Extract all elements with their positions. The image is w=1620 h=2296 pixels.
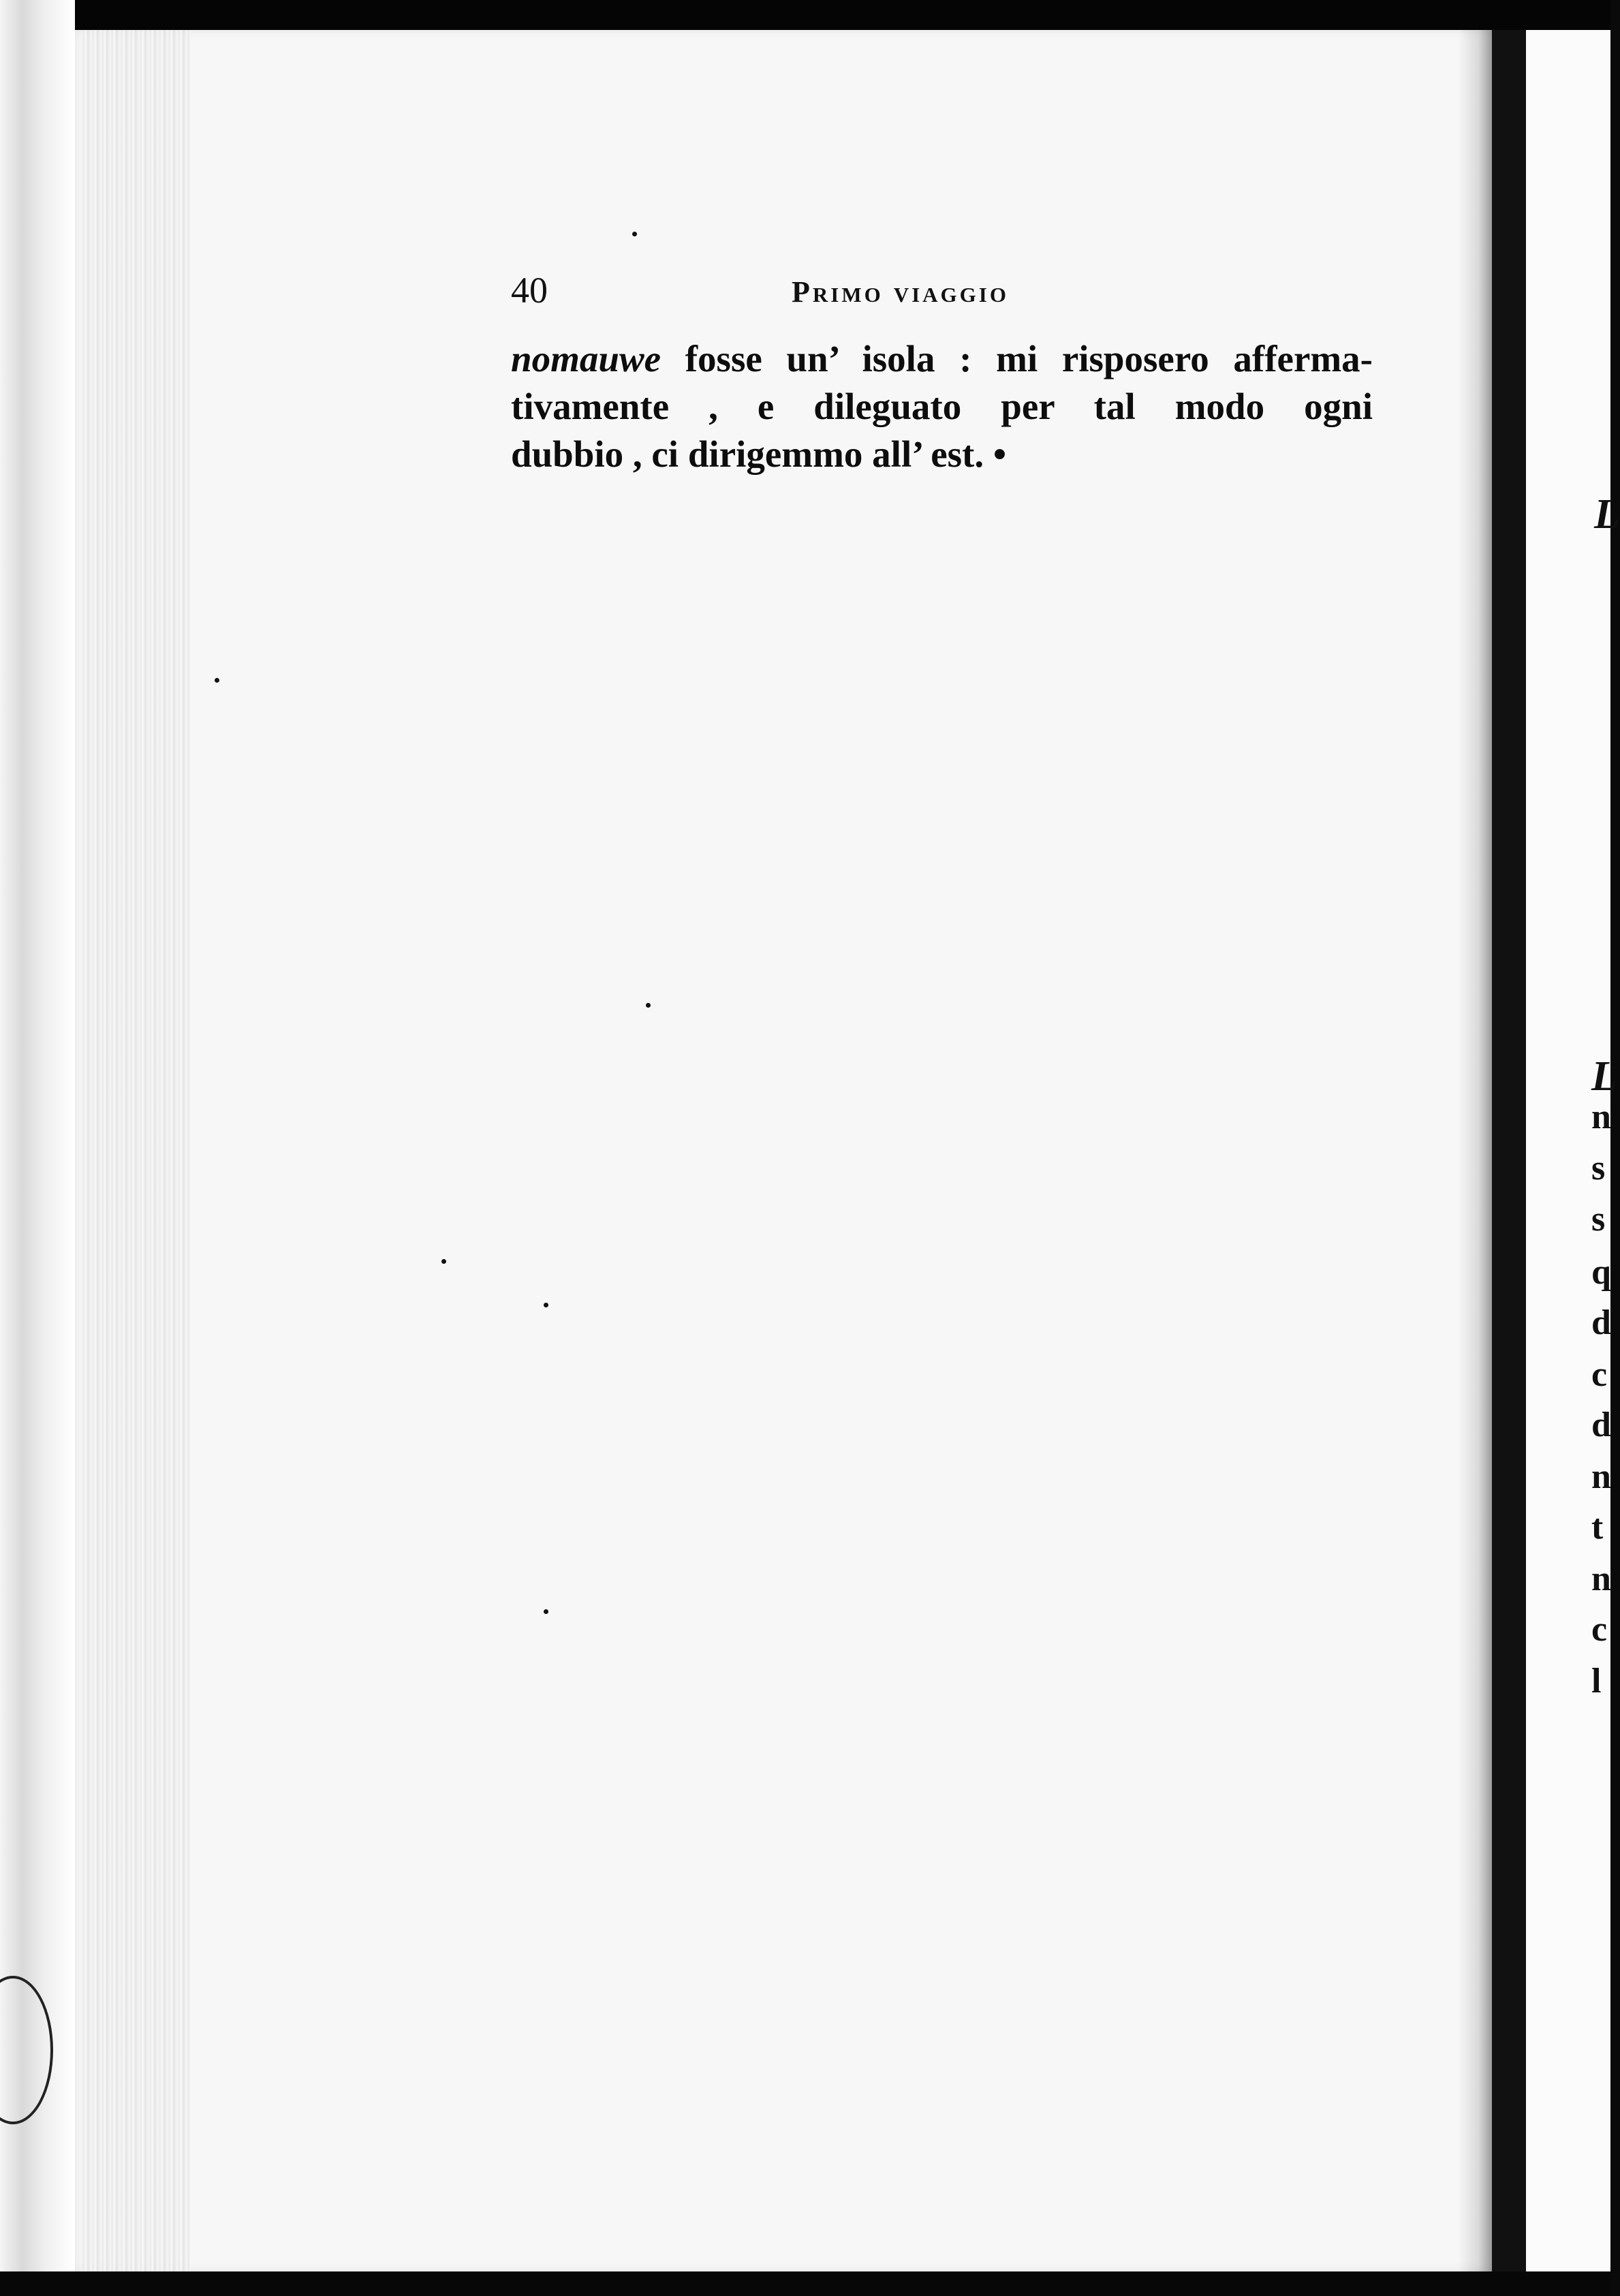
page-header [511, 269, 1124, 317]
facing-fragment: d [1591, 1406, 1611, 1444]
text-line-3: dubbio , ci dirigemmo all’ est. • [511, 433, 1007, 475]
facing-fragment: L [1591, 1053, 1617, 1100]
scan-speck [441, 1259, 446, 1264]
facing-fragment: s [1591, 1200, 1606, 1239]
facing-fragment: q [1591, 1253, 1611, 1292]
facing-fragment: c [1591, 1610, 1608, 1649]
running-title: Primo viaggio [792, 275, 1009, 309]
page-number: 40 [511, 270, 548, 311]
scan-speck [544, 1303, 548, 1307]
facing-fragment: n [1591, 1098, 1611, 1136]
facing-fragment: n [1591, 1560, 1611, 1598]
scan-speck [544, 1609, 548, 1614]
facing-fragment: c [1591, 1355, 1608, 1394]
facing-fragment: t [1591, 1508, 1604, 1547]
facing-fragment: L [1594, 491, 1620, 538]
facing-fragment: l [1591, 1662, 1602, 1701]
page-gutter [82, 30, 191, 2271]
body-paragraph [511, 335, 1373, 478]
scan-bottom-border [0, 2271, 1610, 2296]
scan-top-border [0, 0, 1610, 33]
spine-dark-band [1492, 30, 1526, 2271]
spine-shadow [1458, 30, 1492, 2271]
facing-fragment: d [1591, 1303, 1611, 1342]
scan-speck [215, 678, 219, 683]
text-line-2: tivamente , e dileguato per tal modo ogni [511, 386, 1373, 427]
text-line-1 [511, 335, 1373, 383]
facing-fragment: n [1591, 1457, 1611, 1496]
left-page-edges [0, 0, 75, 2296]
scan-speck [632, 232, 637, 236]
facing-fragment: s [1591, 1149, 1606, 1188]
scan-speck [646, 1003, 651, 1008]
line-1-rest: fosse un’ isola : mi risposero afferma- [661, 338, 1373, 379]
italic-word: nomauwe [511, 338, 661, 379]
